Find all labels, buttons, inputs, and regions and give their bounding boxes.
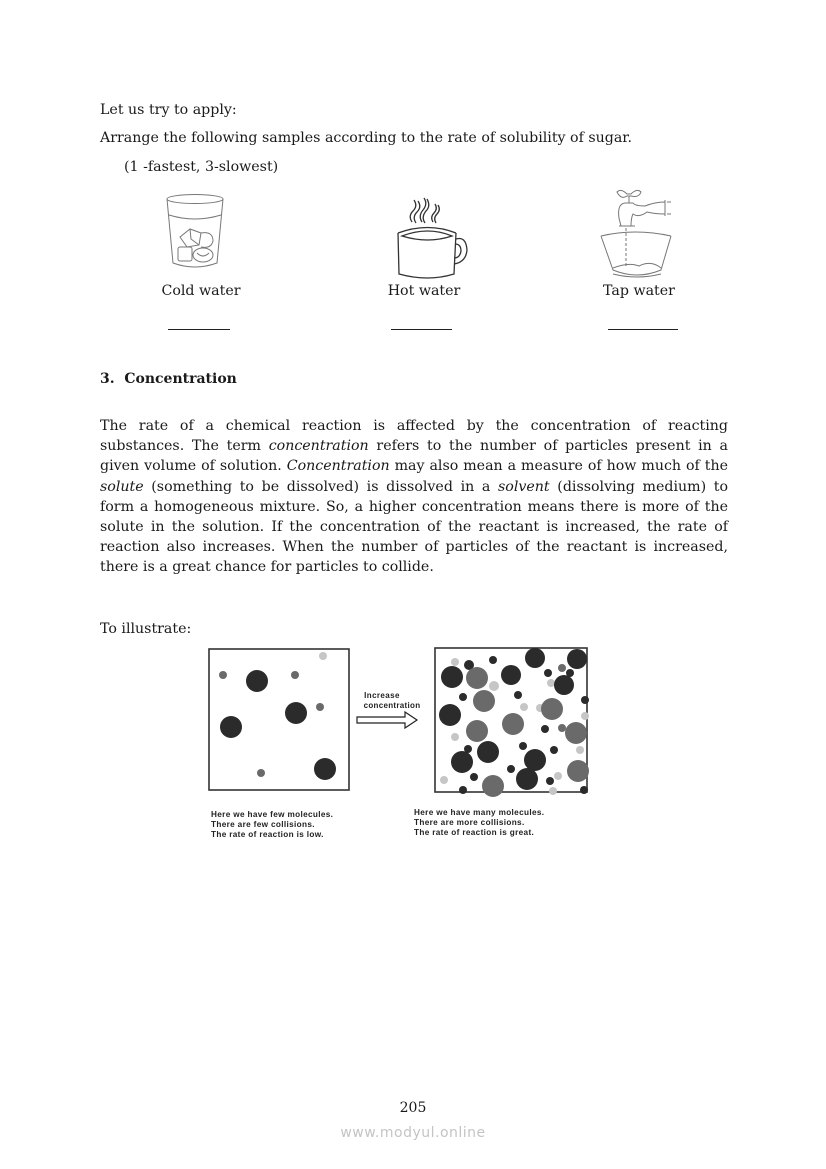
particle [576,746,584,754]
particle [451,733,459,741]
particle [470,773,478,781]
particle [440,776,448,784]
paragraph-text: (dissolving medium) to form a homogeneous mixture. So, a higher concentration means there is more of the solute in the solution. If the concentration of the reactant is increased, the rate of reaction also increases. When the number of particles of the reactant is increased, there is a great chance for particles to collide. [100,478,729,576]
term-concentration: Concentration [286,458,390,475]
glass-with-ice-icon [163,193,227,271]
particle [519,742,527,750]
particle [466,667,488,689]
section-heading [100,369,237,389]
particle [220,716,242,738]
particle [319,652,327,660]
particle [451,751,473,773]
page-number: 205 [399,1100,427,1116]
right-arrow-icon [357,712,417,728]
particle [489,681,499,691]
sample-label-hot-water: Hot water [387,283,461,299]
particle [314,758,336,780]
sample-label-cold-water: Cold water [161,283,241,299]
particle [246,670,268,692]
caption-line: There are few collisions. [211,820,315,829]
high-concentration-caption [414,808,544,838]
particle [516,768,538,790]
particle [477,741,499,763]
term-solvent: solvent [498,478,550,495]
particle [549,787,557,795]
arrow-label-line2: concentration [363,701,421,710]
particle [291,671,299,679]
particle [441,666,463,688]
caption-line: The rate of reaction is low. [211,830,324,839]
illustration-lead: To illustrate: [100,621,192,637]
particle [524,749,546,771]
paragraph-text: (something to be dissolved) is dissolved in a [143,478,499,495]
paragraph-text: The rate of a chemical reaction is affected by the concentration of reacting substances. The term [100,418,728,455]
particle [554,675,574,695]
particle [257,769,265,777]
particle [489,656,497,664]
caption-line: There are more collisions. [414,818,525,827]
particle [473,690,495,712]
watermark: www.modyul.online [340,1125,486,1141]
particle [565,722,587,744]
faucet-basin-icon [599,188,679,280]
particle [459,786,467,794]
section-title: Concentration [124,371,237,387]
particle [525,648,545,668]
particle [550,746,558,754]
particle [459,693,467,701]
paragraph-text: refers to the number of particles present in a given volume of solution. [100,438,728,475]
answer-blank-hot-water[interactable] [391,329,452,330]
caption-line: The rate of reaction is great. [414,828,535,837]
particle [466,720,488,742]
particle [567,760,589,782]
activity-instruction: Arrange the following samples according to the rate of solubility of sugar. [100,130,633,146]
particle [501,665,521,685]
steaming-mug-icon [388,196,466,282]
concentration-paragraph [100,416,728,578]
concentration-diagram [205,645,595,800]
particle [451,658,459,666]
particle [541,725,549,733]
ranking-note: (1 -fastest, 3-slowest) [124,159,279,175]
particle [546,777,554,785]
particle [558,724,566,732]
particle [554,772,562,780]
particle [558,664,566,672]
particle [439,704,461,726]
section-number: 3. [100,371,115,387]
term-solute: solute [100,478,144,495]
caption-line: Here we have few molecules. [211,810,334,819]
answer-blank-tap-water[interactable] [608,329,678,330]
particle [581,712,589,720]
term-concentration: concentration [268,438,369,455]
low-concentration-caption [211,810,333,840]
particle [544,669,552,677]
particle [520,703,528,711]
caption-line: Here we have many molecules. [414,808,545,817]
particle [285,702,307,724]
particle [219,671,227,679]
particle [547,679,555,687]
particle [580,786,588,794]
particle [514,691,522,699]
sample-label-tap-water: Tap water [603,283,675,299]
particle [567,649,587,669]
particle [581,696,589,704]
particle [502,713,524,735]
particle [541,698,563,720]
answer-blank-cold-water[interactable] [168,329,230,330]
particle [316,703,324,711]
particle [482,775,504,797]
paragraph-text: may also mean a measure of how much of the [389,458,728,475]
particle [507,765,515,773]
activity-heading: Let us try to apply: [100,102,237,118]
arrow-label-line1: Increase [364,691,400,700]
